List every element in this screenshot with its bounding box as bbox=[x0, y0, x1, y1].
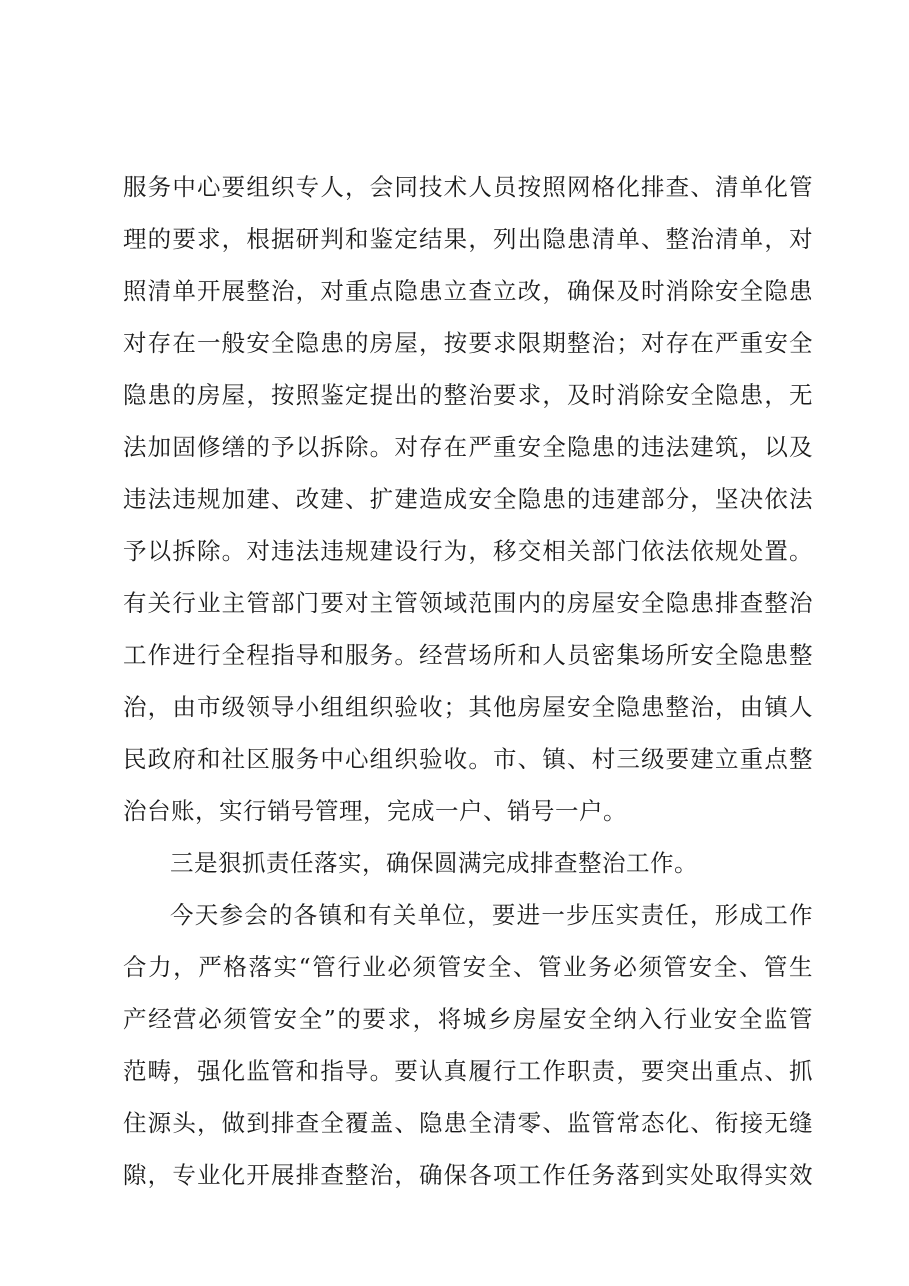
text-line: 服务中心要组织专人，会同技术人员按照网格化排查、清单化管 bbox=[123, 173, 813, 201]
text-line: 隙，专业化开展排查整治，确保各项工作任务落到实处取得实效 bbox=[123, 1161, 813, 1189]
text-line: 合力，严格落实“管行业必须管安全、管业务必须管安全、管生 bbox=[123, 953, 813, 981]
text-line: 治台账，实行销号管理，完成一户、销号一户。 bbox=[123, 797, 627, 825]
text-line: 治，由市级领导小组组织验收；其他房屋安全隐患整治，由镇人 bbox=[123, 693, 813, 721]
section-heading: 三是狠抓责任落实，确保圆满完成排查整治工作。 bbox=[170, 849, 698, 877]
text-line: 理的要求，根据研判和鉴定结果，列出隐患清单、整治清单，对 bbox=[123, 225, 813, 253]
paragraph-first-line: 今天参会的各镇和有关单位，要进一步压实责任，形成工作 bbox=[170, 901, 813, 929]
text-line: 住源头，做到排查全覆盖、隐患全清零、监管常态化、衔接无缝 bbox=[123, 1109, 813, 1137]
text-line: 法加固修缮的予以拆除。对存在严重安全隐患的违法建筑，以及 bbox=[123, 433, 813, 461]
text-line: 违法违规加建、改建、扩建造成安全隐患的违建部分，坚决依法 bbox=[123, 485, 813, 513]
text-line: 范畴，强化监管和指导。要认真履行工作职责，要突出重点、抓 bbox=[123, 1057, 813, 1085]
text-line: 产经营必须管安全”的要求，将城乡房屋安全纳入行业安全监管 bbox=[123, 1005, 813, 1033]
text-line: 予以拆除。对违法违规建设行为，移交相关部门依法依规处置。 bbox=[123, 537, 813, 565]
text-line: 照清单开展整治，对重点隐患立查立改，确保及时消除安全隐患 bbox=[123, 277, 813, 305]
text-line: 工作进行全程指导和服务。经营场所和人员密集场所安全隐患整 bbox=[123, 641, 813, 669]
text-line: 对存在一般安全隐患的房屋，按要求限期整治；对存在严重安全 bbox=[123, 329, 813, 357]
text-line: 有关行业主管部门要对主管领域范围内的房屋安全隐患排查整治 bbox=[123, 589, 813, 617]
text-line: 民政府和社区服务中心组织验收。市、镇、村三级要建立重点整 bbox=[123, 745, 813, 773]
text-line: 隐患的房屋，按照鉴定提出的整治要求，及时消除安全隐患，无 bbox=[123, 381, 813, 409]
